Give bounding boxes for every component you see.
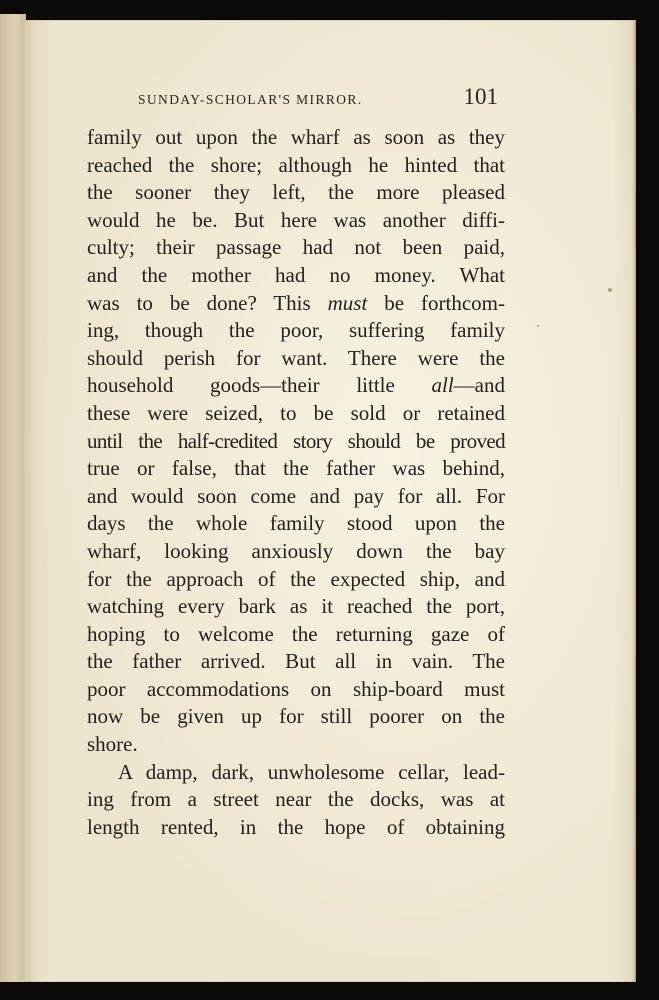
text-line: reached the shore; although he hinted that <box>87 152 505 177</box>
text-line: days the whole family stood upon the <box>87 511 505 536</box>
text-line: shore. <box>87 732 138 757</box>
text-line: was to be done? This must be forthcom- <box>87 290 505 315</box>
page-edge-shadow <box>632 20 636 982</box>
text-line: poor accommodations on ship-board must <box>87 676 505 701</box>
text-line: true or false, that the father was behind, <box>87 456 505 481</box>
running-head: SUNDAY-SCHOLAR'S MIRROR. <box>138 92 363 107</box>
text-line: these were seized, to be sold or retained <box>87 400 505 425</box>
text-line: now be given up for still poorer on the <box>87 704 505 729</box>
text-line: length rented, in the hope of obtaining <box>87 814 505 839</box>
text-line: and the mother had no money. What <box>87 262 505 287</box>
page-number: 101 <box>463 84 498 109</box>
italic-emphasis: must <box>327 290 368 315</box>
italic-emphasis: all <box>431 373 454 398</box>
text-line: watching every bark as it reached the port, <box>87 594 505 619</box>
text-line: family out upon the wharf as soon as they <box>87 125 505 149</box>
paper-spot <box>537 325 539 327</box>
paper-spot <box>608 288 612 292</box>
page-header <box>138 84 498 114</box>
body-text <box>87 124 505 841</box>
text-line: and would soon come and pay for all. For <box>87 483 505 508</box>
text-line: ing from a street near the docks, was at <box>87 787 505 812</box>
text-line: culty; their passage had not been paid, <box>87 235 505 260</box>
text-line: ing, though the poor, suffering family <box>87 318 505 343</box>
text-line: the father arrived. But all in vain. The <box>87 649 505 674</box>
text-line: until the half-credited story should be proved <box>87 428 505 453</box>
text-line: the sooner they left, the more pleased <box>87 180 505 205</box>
text-line: for the approach of the expected ship, and <box>87 566 505 591</box>
text-line: would he be. But here was another diffi- <box>87 207 505 232</box>
text-line: A damp, dark, unwholesome cellar, lead- <box>118 759 505 784</box>
text-line: should perish for want. There were the <box>87 345 505 370</box>
text-line: wharf, looking anxiously down the bay <box>87 538 505 563</box>
text-line: hoping to welcome the returning gaze of <box>87 621 505 646</box>
text-line: household goods—their little all—and <box>87 373 505 398</box>
